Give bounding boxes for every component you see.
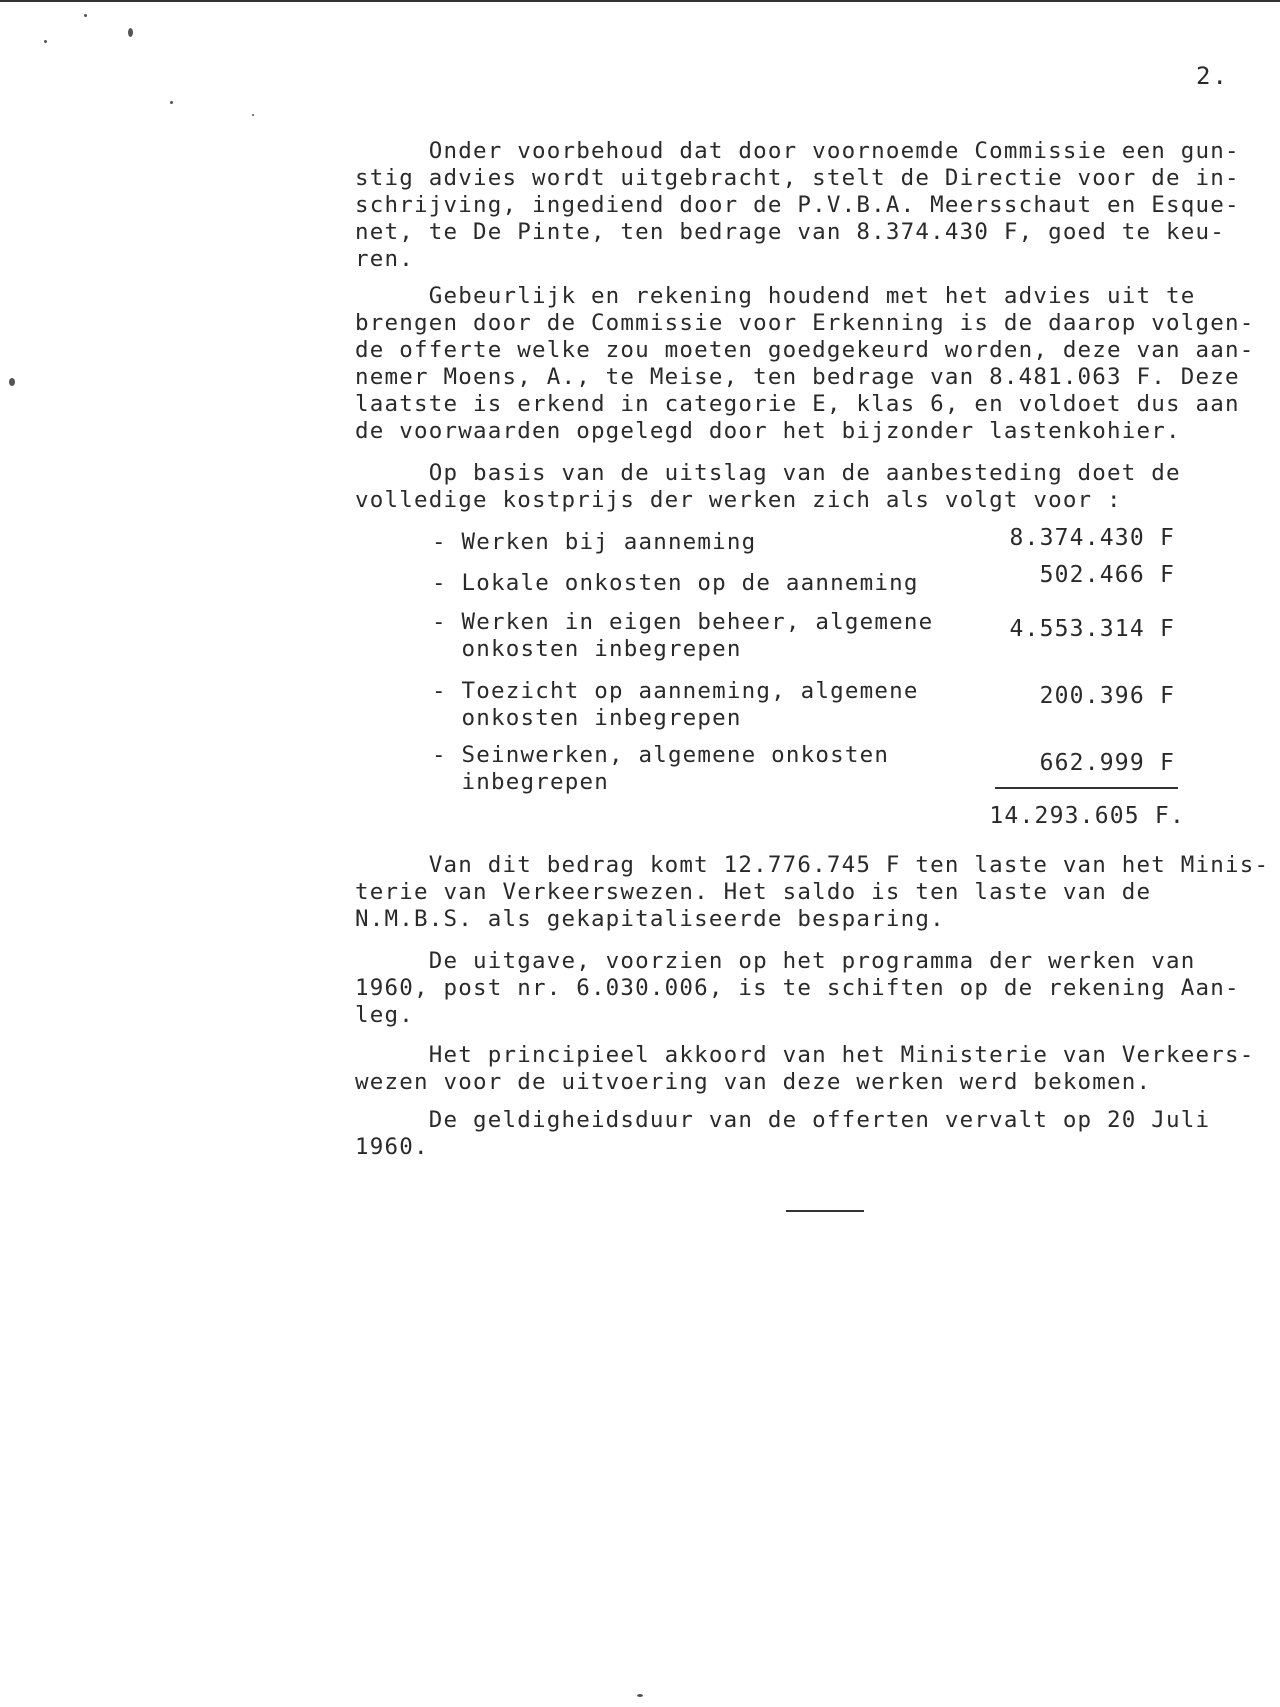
- sum-line: [995, 787, 1178, 789]
- cost-total: 14.293.605 F.: [989, 803, 1185, 829]
- scan-speck: [637, 1694, 643, 1697]
- paragraph-award-proposal: Onder voorbehoud dat door voornoemde Commissie een gun- stig advies wordt uitgebracht, stelt de Directie voor de in- schrijving, ingediend door de P.V.B.A. Meersschaut en Esque- net, te De Pinte, ten bedrage van 8.374.430 F, goed te keu- ren.: [355, 138, 1240, 272]
- cost-item-label: - Toezicht op aanneming, algemene onkosten inbegrepen: [432, 678, 919, 731]
- scan-speck: [9, 378, 15, 386]
- paragraph-offer-validity: De geldigheidsduur van de offerten vervalt op 20 Juli 1960.: [355, 1107, 1211, 1160]
- cost-item-label: - Werken bij aanneming: [432, 529, 757, 555]
- paragraph-budget-program: De uitgave, voorzien op het programma der werken van 1960, post nr. 6.030.006, is te schiften op de rekening Aan- leg.: [355, 948, 1240, 1028]
- cost-item-amount: 662.999 F: [1039, 750, 1175, 776]
- scan-speck: [44, 40, 47, 43]
- page-number: 2.: [1196, 62, 1229, 90]
- cost-item-amount: 502.466 F: [1039, 562, 1175, 588]
- cost-item-amount: 8.374.430 F: [1009, 525, 1175, 551]
- scan-speck: [84, 14, 87, 17]
- cost-item-label: - Lokale onkosten op de aanneming: [432, 570, 919, 596]
- cost-item-label: - Werken in eigen beheer, algemene onkosten inbegrepen: [432, 609, 934, 662]
- paragraph-ministry-agreement: Het principieel akkoord van het Ministerie van Verkeers- wezen voor de uitvoering van deze werken werd bekomen.: [355, 1042, 1255, 1095]
- cost-item-amount: 200.396 F: [1039, 683, 1175, 709]
- paragraph-funding: Van dit bedrag komt 12.776.745 F ten laste van het Minis- terie van Verkeerswezen. Het saldo is ten laste van de N.M.B.S. als gekapitaliseerde besparing.: [355, 852, 1270, 932]
- end-of-text-line: [786, 1210, 864, 1212]
- scan-speck: [252, 114, 254, 116]
- paragraph-alternative-offer: Gebeurlijk en rekening houdend met het advies uit te brengen door de Commissie voor Erkenning is de daarop volgen- de offerte welke zou moeten goedgekeurd worden, deze van aan- nemer Moens, A., te Meise, ten bedrage van 8.481.063 F. Deze laatste is erkend in categorie E, klas 6, en voldoet dus aan de voorwaarden opgelegd door het bijzonder lastenkohier.: [355, 283, 1255, 444]
- paragraph-cost-intro: Op basis van de uitslag van de aanbesteding doet de volledige kostprijs der werken zich als volgt voor :: [355, 460, 1181, 513]
- scan-speck: [170, 101, 173, 104]
- cost-item-amount: 4.553.314 F: [1009, 616, 1175, 642]
- cost-item-label: - Seinwerken, algemene onkosten inbegrepen: [432, 742, 890, 795]
- top-border-line: [0, 0, 1280, 2]
- scan-speck: [128, 28, 133, 37]
